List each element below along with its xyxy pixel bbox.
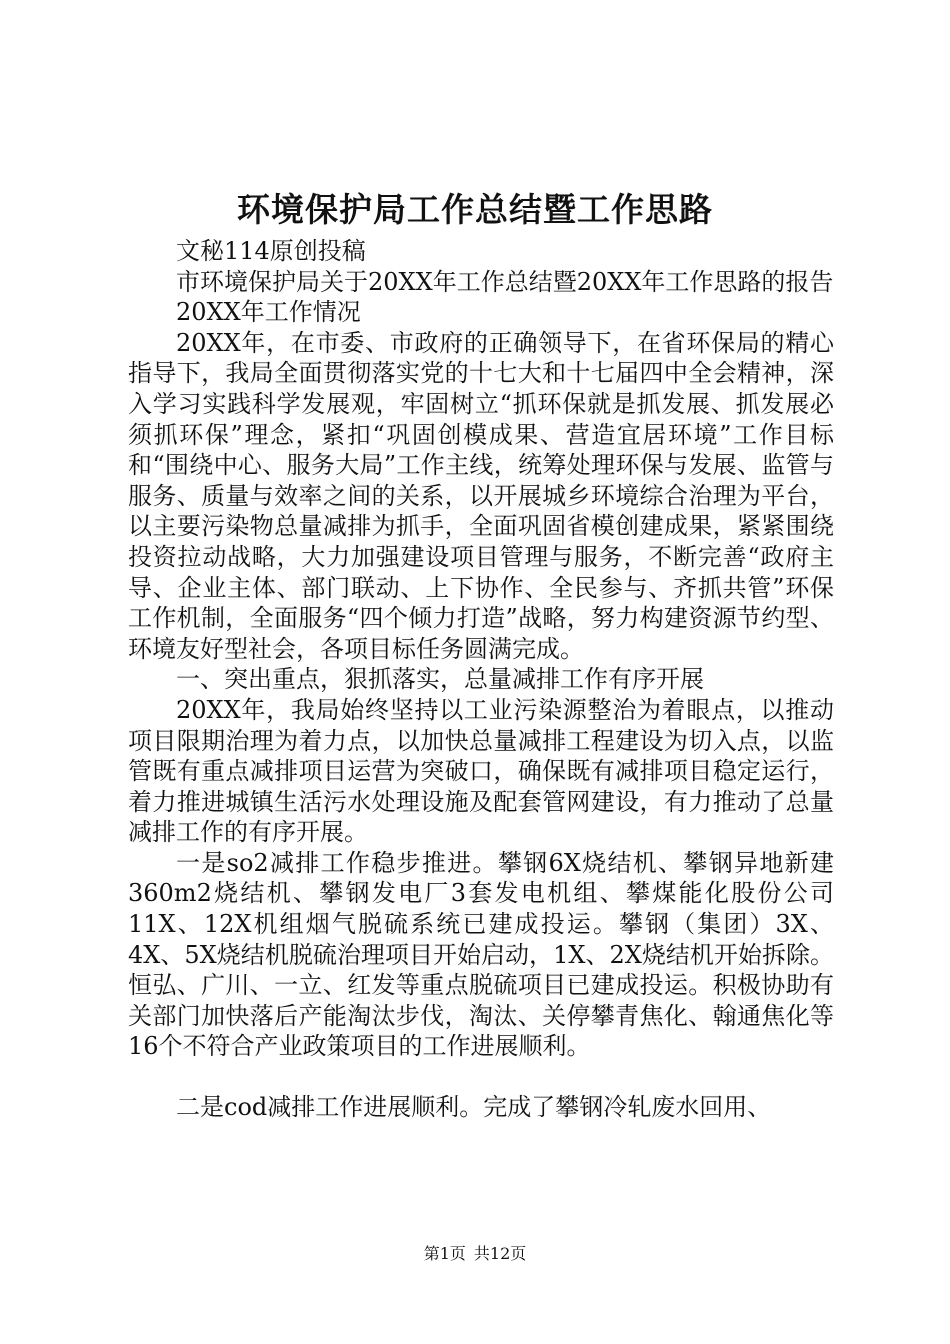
subsection-heading-paragraph: 一、突出重点，狠抓落实，总量减排工作有序开展 [176,665,704,694]
page-number: 第1页 [423,1244,466,1263]
body-paragraph: 20XX年，在市委、市政府的正确领导下，在省环保局的精心指导下，我局全面贯彻落实党的十七大和十七届四中全会精神，深入学习实践科学发展观，牢固树立“抓环保就是抓发展、抓发展必须抓环保”理念，紧扣“巩固创模成果、营造宜居环境”工作目标和“围绕中心、服务大局”工作主线，统筹处理环保与发展、监管与服务、质量与效率之间的关系，以开展城乡环境综合治理为平台，以主要污染物总量减排为抓手，全面巩固省模创建成果，紧紧围绕投资拉动战略，大力加强建设项目管理与服务，不断完善“政府主导、企业主体、部门联动、上下协作、全民参与、齐抓共管”环保工作机制，全面服务“四个倾力打造”战略，努力构建资源节约型、环境友好型社会，各项目标任务圆满完成。 [128,328,834,663]
page-total: 共12页 [473,1244,527,1263]
body-paragraph: 二是cod减排工作进展顺利。完成了攀钢冷轧废水回用、 [176,1093,772,1122]
body-paragraph: 一是so2减排工作稳步推进。攀钢6X烧结机、攀钢异地新建360m2烧结机、攀钢发电厂3套发电机组、攀煤能化股份公司11X、12X机组烟气脱硫系统已建成投运。攀钢（集团）3X、4X、5X烧结机脱硫治理项目开始启动，1X、2X烧结机开始拆除。恒弘、广川、一立、红发等重点脱硫项目已建成投运。积极协助有关部门加快落后产能淘汰步伐，淘汰、关停攀青焦化、翰通焦化等16个不符合产业政策项目的工作进展顺利。 [128,848,834,1061]
report-title-paragraph: 市环境保护局关于20XX年工作总结暨20XX年工作思路的报告 [176,267,834,296]
section-heading-paragraph: 20XX年工作情况 [176,298,361,327]
body-paragraph: 20XX年，我局始终坚持以工业污染源整治为着眼点，以推动项目限期治理为着力点，以加快总量减排工程建设为切入点，以监管既有重点减排项目运营为突破口，确保既有减排项目稳定运行，着力推进城镇生活污水处理设施及配套管网建设，有力推动了总量减排工作的有序开展。 [128,695,834,847]
page-footer [0,1244,950,1264]
document-title: 环境保护局工作总结暨工作思路 [237,190,713,229]
byline-paragraph: 文秘114原创投稿 [176,237,366,265]
document-body [128,236,834,1123]
